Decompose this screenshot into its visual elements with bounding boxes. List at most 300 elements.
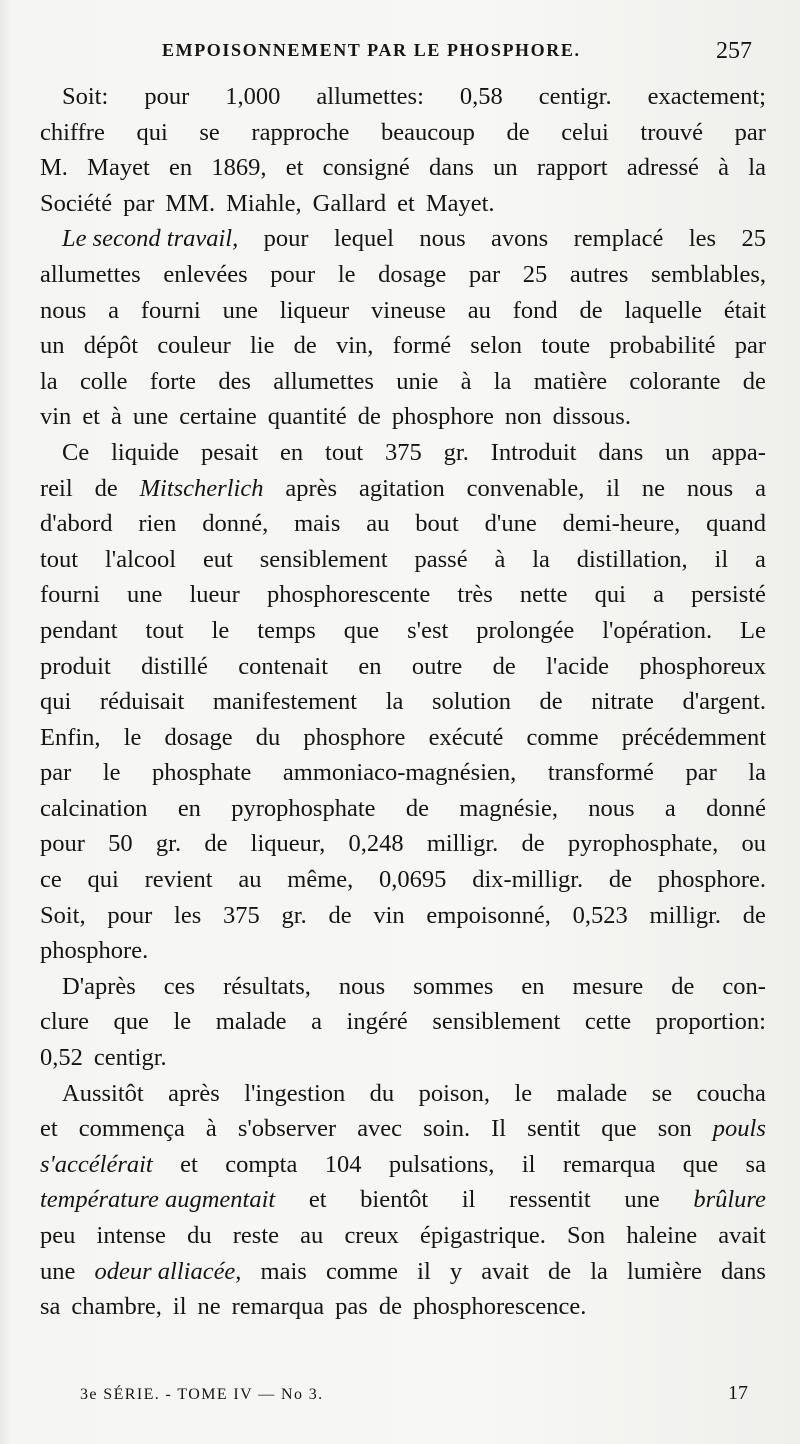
word: pour (144, 83, 190, 110)
word: a (108, 296, 120, 324)
word: eut (202, 545, 233, 573)
word: mesure (572, 972, 644, 1000)
word: qui (136, 118, 168, 146)
word: et (285, 154, 304, 182)
word: du (369, 1079, 395, 1107)
word: commença (78, 1115, 185, 1143)
word: avait (718, 1222, 766, 1249)
word: l'opération. (602, 616, 713, 644)
word: qui (40, 688, 72, 716)
word: magnésie, (459, 794, 558, 822)
word: allumettes: (316, 83, 424, 110)
word: à (205, 1115, 217, 1143)
word: précédemment (621, 723, 766, 751)
text-line (40, 969, 766, 1005)
word: il (521, 1150, 536, 1178)
word: dépôt (83, 332, 139, 360)
word: bientôt (360, 1186, 429, 1214)
word: sensiblement (259, 545, 388, 573)
word: dissous. (552, 403, 631, 431)
text-line (40, 933, 766, 969)
word: lueur (189, 581, 240, 609)
word: par (734, 332, 766, 360)
word: consigné (322, 154, 410, 182)
word: de (548, 1257, 572, 1285)
word: contenait (238, 652, 329, 680)
word: formé (392, 332, 452, 360)
italic-word: s'accélérait (40, 1150, 153, 1178)
word: allumettes (273, 367, 374, 395)
word: donné, (202, 510, 269, 538)
word: très (457, 581, 493, 609)
word: phosphore (303, 723, 406, 751)
word: l'acide (546, 652, 610, 680)
text-line (40, 471, 766, 507)
word: de (328, 901, 352, 929)
word: l'ingestion (244, 1079, 346, 1107)
word: avons (491, 225, 549, 253)
word: revient (144, 866, 213, 894)
word: en (358, 652, 382, 680)
word: outre (411, 652, 463, 680)
word: calcination (40, 794, 148, 822)
italic-word: brûlure (693, 1186, 766, 1214)
word: était (723, 296, 766, 324)
text-line (40, 435, 766, 471)
word: vineuse (371, 296, 446, 324)
text-line (40, 862, 766, 898)
word: exécuté (428, 723, 504, 751)
word: beaucoup (380, 118, 475, 146)
word: Mayet. (425, 189, 495, 217)
word: a (311, 1008, 322, 1036)
word: remplacé (573, 225, 664, 253)
word: à (494, 545, 506, 573)
text-line (40, 328, 766, 364)
word: après (285, 474, 338, 502)
word: par (685, 759, 717, 787)
word: que (601, 1115, 637, 1143)
word: à (111, 403, 122, 431)
text-line (40, 1254, 766, 1290)
text-line (40, 1218, 766, 1254)
word: 0,58 (459, 83, 503, 110)
word: proportion: (655, 1008, 766, 1036)
word: nette (519, 581, 568, 609)
word: un (493, 154, 518, 182)
word: un (665, 438, 690, 466)
word: ne (641, 474, 665, 502)
word: pyrophosphate, (567, 830, 719, 858)
word: phosphore. (40, 937, 149, 965)
italic-word: Mitscherlich (139, 474, 264, 502)
text-line (40, 1289, 766, 1325)
word: y (449, 1257, 463, 1285)
word: la (748, 154, 766, 182)
word: fourni (140, 296, 201, 324)
word: au (300, 1222, 324, 1249)
word: de (539, 688, 563, 716)
word: gr. (281, 901, 307, 929)
word: Ce (62, 438, 90, 466)
text-line (40, 293, 766, 329)
word: d'argent. (682, 688, 766, 716)
word: ingéré (346, 1008, 408, 1036)
word: 0,523 (572, 901, 628, 929)
word: dix-milligr. (472, 866, 584, 894)
word: distillation, (576, 545, 688, 573)
word: même, (287, 866, 354, 894)
word: de (671, 972, 695, 1000)
word: agitation (359, 474, 445, 502)
word: Introduit (490, 438, 577, 466)
word: D'après (62, 972, 136, 1000)
text-line (40, 542, 766, 578)
word: Le (740, 616, 766, 644)
text-line (40, 684, 766, 720)
word: phosphorescence. (412, 1293, 587, 1321)
word: nous (419, 225, 466, 253)
word: en (177, 794, 201, 822)
text-line (40, 506, 766, 542)
word: ammoniaco-magnésien, (282, 759, 517, 787)
word: une (132, 403, 169, 431)
text-line (40, 1147, 766, 1183)
word: Miahle, (226, 189, 302, 217)
word: en (521, 972, 545, 1000)
word: de (579, 296, 603, 324)
word: et (397, 189, 415, 217)
word: 0,0695 (379, 866, 447, 894)
word: au (467, 296, 491, 324)
word: dosage (164, 723, 233, 751)
word: la (385, 688, 404, 716)
word: quantité (267, 403, 347, 431)
word: liqueur, (250, 830, 326, 858)
word: 0,248 (348, 830, 404, 858)
word: le (173, 1008, 192, 1036)
word: Enfin, (40, 723, 101, 751)
word: cette (584, 1008, 632, 1036)
word: pour (107, 901, 153, 929)
word: de (378, 1293, 402, 1321)
word: du (187, 1222, 212, 1249)
word: a (755, 474, 766, 502)
word: réduisait (99, 688, 185, 716)
word: tout (145, 616, 184, 644)
word: MM. (165, 189, 216, 217)
word: a (755, 545, 766, 573)
word: la (590, 1257, 608, 1285)
word: d'abord (40, 510, 113, 538)
word: s'est (407, 616, 449, 644)
word: milligr. (426, 830, 499, 858)
word: épigastrique. (420, 1222, 546, 1249)
word: sommes (413, 972, 494, 1000)
text-line (40, 720, 766, 756)
word: remarqua (231, 1293, 325, 1321)
word: compta (225, 1150, 298, 1178)
word: transformé (547, 759, 654, 787)
word: semblables, (651, 260, 766, 288)
word: demi-heure, (562, 510, 681, 538)
text-line (40, 257, 766, 293)
word: le (102, 759, 121, 787)
word: passé (414, 545, 468, 573)
word: de (742, 367, 766, 395)
word: mais (260, 1257, 307, 1285)
word: donné (706, 794, 766, 822)
word: des (218, 367, 251, 395)
word: dans (720, 1257, 766, 1285)
text-line (40, 1182, 766, 1218)
word: bout (415, 510, 459, 538)
word: il (714, 545, 729, 573)
text-line (40, 649, 766, 685)
word: de (405, 794, 429, 822)
word: en (168, 154, 193, 182)
signature-mark: 17 (728, 1382, 748, 1404)
word: Soit, (40, 901, 86, 929)
word: l'alcool (104, 545, 177, 573)
word: qui (87, 866, 119, 894)
word: colorante (629, 367, 721, 395)
word: à (460, 367, 472, 395)
text-line (40, 826, 766, 862)
word: remarqua (562, 1150, 656, 1178)
word: par (123, 189, 155, 217)
word: vin, (335, 332, 374, 360)
word: ces (163, 972, 196, 1000)
word: Gallard (312, 189, 387, 217)
word: Société (40, 189, 113, 217)
word: sensiblement (432, 1008, 561, 1036)
word: malade (215, 1008, 287, 1036)
text-line (40, 1111, 766, 1147)
word: nous (588, 794, 635, 822)
word: un (40, 332, 65, 360)
word: par (40, 759, 72, 787)
word: rapport (536, 154, 608, 182)
word: sa (40, 1293, 61, 1321)
word: une (40, 1257, 76, 1285)
word: il (461, 1186, 476, 1214)
word: M. (40, 154, 68, 182)
word: allumettes (40, 260, 141, 288)
text-line (40, 1004, 766, 1040)
word: d'une (484, 510, 537, 538)
word: 0,52 (40, 1044, 83, 1072)
word: la (493, 367, 512, 395)
word: avait (481, 1257, 529, 1285)
word: rapproche (251, 118, 350, 146)
word: de (608, 866, 633, 894)
word: de (742, 901, 766, 929)
word: et (82, 403, 100, 431)
word: par (468, 260, 501, 288)
word: il (417, 1257, 431, 1285)
word: s'observer (237, 1115, 337, 1143)
word: produit (40, 652, 111, 680)
word: de (94, 474, 118, 502)
word: 50 (108, 830, 133, 858)
word: il (606, 474, 620, 502)
word: de (492, 652, 516, 680)
word: liquide (111, 438, 180, 466)
word: lumière (627, 1257, 702, 1285)
word: de (204, 830, 228, 858)
word: centigr. (538, 83, 612, 110)
word: le (123, 723, 142, 751)
word: enlevées (163, 260, 248, 288)
word: celui (561, 118, 609, 146)
word: liqueur (279, 296, 350, 324)
word: que (682, 1150, 719, 1178)
word: de (357, 403, 381, 431)
word: couleur (157, 332, 231, 360)
text-line (40, 150, 766, 186)
word: Mayet (87, 154, 150, 182)
word: fourni (40, 581, 100, 609)
word: que (343, 616, 380, 644)
word: et (180, 1150, 198, 1178)
word: lie (249, 332, 275, 360)
word: nous (40, 296, 87, 324)
word: le (514, 1079, 533, 1107)
word: dans (428, 154, 474, 182)
italic-word: pouls (712, 1115, 766, 1143)
word: prolongée (476, 616, 575, 644)
text-line (40, 364, 766, 400)
word: en (280, 438, 304, 466)
word: la (748, 759, 766, 787)
word: autres (569, 260, 629, 288)
word: 1869, (211, 154, 267, 182)
word: certaine (179, 403, 257, 431)
word: et (308, 1186, 327, 1214)
word: empoisonné, (426, 901, 551, 929)
word: après (168, 1079, 220, 1107)
word: ne (197, 1293, 221, 1321)
word: phosphate (152, 759, 252, 787)
word: comme (526, 723, 599, 751)
text-line (40, 1076, 766, 1112)
series-info: 3e SÉRIE. - TOME IV — No 3. (80, 1386, 324, 1403)
word: persisté (691, 581, 766, 609)
word: pyrophosphate (231, 794, 376, 822)
word: 104 (324, 1150, 362, 1178)
word: unie (396, 367, 439, 395)
word: solution (431, 688, 511, 716)
word: peu (40, 1222, 76, 1249)
text-line (40, 755, 766, 791)
page-footer (80, 1382, 748, 1412)
word: résultats, (223, 972, 311, 1000)
text-line (40, 115, 766, 151)
word: gr. (443, 438, 469, 466)
running-header (162, 38, 752, 66)
word: par (734, 118, 766, 146)
word: centigr. (93, 1044, 167, 1072)
word: haleine (626, 1222, 698, 1249)
word: de (293, 332, 317, 360)
text-line (40, 399, 766, 435)
text-line (40, 1040, 766, 1076)
text-line (40, 791, 766, 827)
word: a (664, 794, 676, 822)
word: convenable, (466, 474, 585, 502)
word: de (521, 830, 545, 858)
word: toute (541, 332, 591, 360)
word: ou (741, 830, 766, 858)
word: reste (232, 1222, 279, 1249)
word: 375 (385, 438, 422, 466)
word: creux (344, 1222, 399, 1249)
italic-word: Le second travail, (62, 225, 239, 253)
word: vin (373, 901, 405, 929)
word: 25 (522, 260, 548, 288)
word: 375 (223, 901, 260, 929)
text-line (40, 898, 766, 934)
word: colle (79, 367, 128, 395)
word: son (657, 1115, 692, 1143)
word: Soit: (62, 83, 109, 110)
word: ressentit (509, 1186, 591, 1214)
word: temps (257, 616, 316, 644)
word: nous (338, 972, 386, 1000)
word: Aussitôt (62, 1079, 144, 1107)
word: reil (40, 474, 73, 502)
word: de (506, 118, 530, 146)
word: qui (594, 581, 626, 609)
word: phosphorescente (266, 581, 431, 609)
text-line (40, 613, 766, 649)
word: poison, (418, 1079, 491, 1107)
word: clure (40, 1008, 89, 1036)
word: forte (149, 367, 197, 395)
word: selon (470, 332, 522, 360)
word: fond (512, 296, 558, 324)
word: appa- (711, 438, 766, 466)
word: se (651, 1079, 673, 1107)
word: dosage (378, 260, 447, 288)
word: pour (40, 830, 85, 858)
word: 1,000 (225, 83, 281, 110)
word: phosphoreux (639, 652, 766, 680)
word: une (127, 581, 163, 609)
word: ce (40, 866, 62, 894)
italic-word: odeur alliacée, (94, 1257, 242, 1285)
word: au (238, 866, 262, 894)
word: pesait (201, 438, 259, 466)
word: non (504, 403, 542, 431)
word: au (366, 510, 390, 538)
word: la (532, 545, 550, 573)
word: malade (556, 1079, 628, 1107)
word: con- (722, 972, 766, 1000)
word: phosphore (391, 403, 494, 431)
word: nitrate (591, 688, 654, 716)
word: trouvé (640, 118, 704, 146)
word: une (222, 296, 258, 324)
word: comme (325, 1257, 399, 1285)
word: le (211, 616, 230, 644)
text-line (40, 577, 766, 613)
word: se (199, 118, 220, 146)
word: nous (686, 474, 734, 502)
word: chambre, (71, 1293, 162, 1321)
word: les (688, 225, 717, 253)
